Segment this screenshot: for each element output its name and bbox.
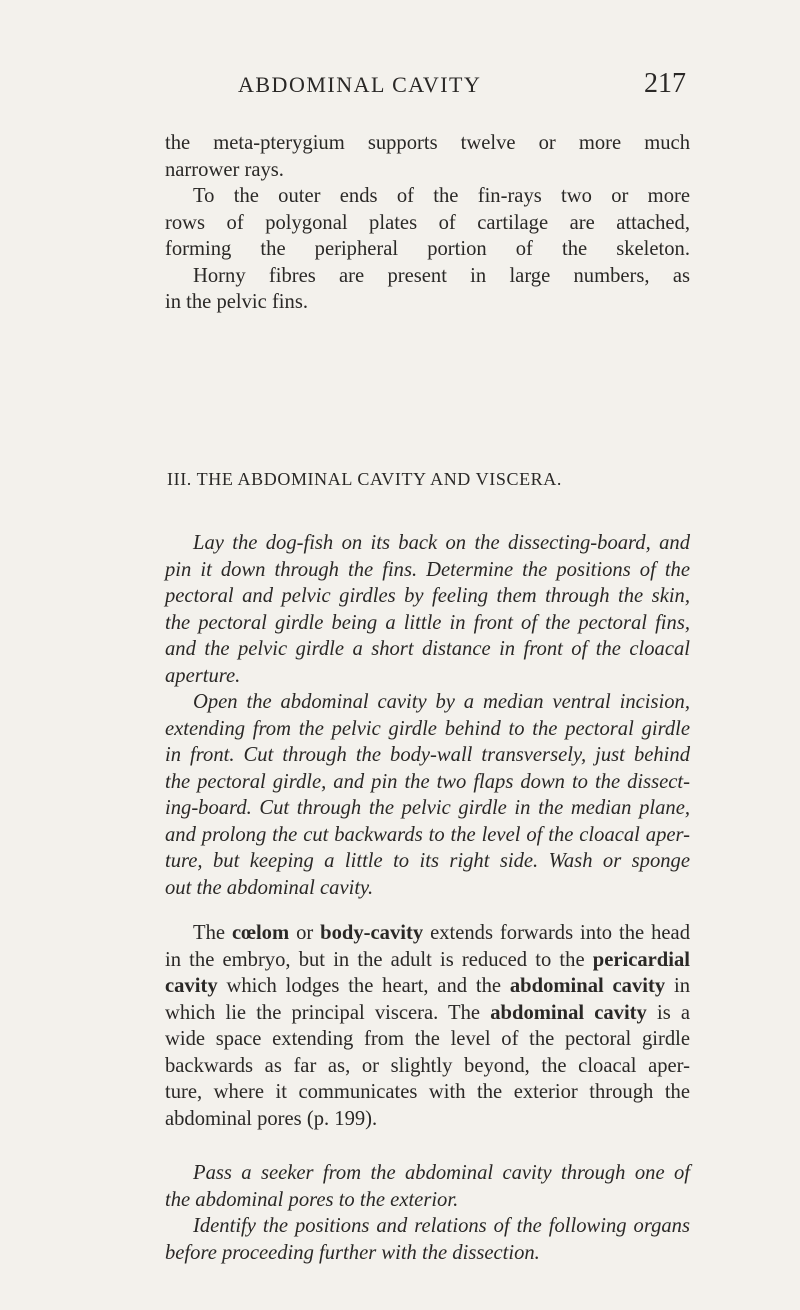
text-line: Lay the dog-fish on its back on the dissecting-board, and — [193, 532, 690, 554]
paragraph-meta-pterygium — [165, 130, 690, 316]
text-line: ture, where it communicates with the exterior through the — [165, 1081, 690, 1103]
term-cavity: cavity — [165, 975, 218, 997]
text-line: the meta-pterygium supports twelve or more much — [165, 132, 690, 154]
text-line: in the pelvic fins. — [165, 291, 308, 313]
text-line: To the outer ends of the fin-rays two or more — [193, 185, 690, 207]
text-line: aperture. — [165, 664, 241, 687]
running-title: ABDOMINAL CAVITY — [238, 72, 482, 97]
running-head — [238, 68, 686, 102]
text-line: ture, but keeping a little to its right side. Wash or sponge — [165, 850, 690, 872]
text-line: out the abdominal cavity. — [165, 876, 374, 899]
text-line: backwards as far as, or slightly beyond, the cloacal aper- — [165, 1054, 690, 1077]
text-line: Open the abdominal cavity by a median ventral incision, — [193, 691, 690, 713]
text-run: is a — [646, 1001, 691, 1024]
text-line: wide space extending from the level of the pectoral girdle — [165, 1028, 690, 1050]
page-number: 217 — [644, 68, 686, 99]
text-line — [165, 947, 690, 974]
text-line: the abdominal pores to the exterior. — [165, 1188, 459, 1211]
text-run: in — [665, 975, 691, 997]
term-abdominal-cavity: abdominal cavity — [490, 1001, 647, 1024]
section-heading: III. THE ABDOMINAL CAVITY AND VISCERA. — [167, 469, 562, 489]
text-line: and prolong the cut backwards to the level of the cloacal aper- — [165, 823, 690, 846]
term-body-cavity: body-cavity — [320, 922, 424, 944]
text-run: The — [193, 922, 232, 944]
dissection-instructions — [165, 530, 690, 901]
dissection-instructions-2 — [165, 1160, 690, 1266]
text-line: extending from the pelvic girdle behind to the pectoral girdle — [165, 717, 690, 740]
text-line: narrower rays. — [165, 158, 284, 181]
term-coelom: cœlom — [231, 922, 290, 944]
text-run: which lodges the heart, and the — [217, 975, 510, 997]
term-abdominal-cavity: abdominal cavity — [509, 975, 666, 997]
text-line: abdominal pores (p. 199). — [165, 1107, 378, 1130]
text-line: before proceeding further with the dissection. — [165, 1241, 540, 1264]
text-line: Pass a seeker from the abdominal cavity through one of — [193, 1162, 690, 1184]
text-line: pectoral and pelvic girdles by feeling them through the skin, — [165, 585, 690, 607]
text-run: extends forwards into the head — [423, 922, 690, 944]
text-line: rows of polygonal plates of cartilage are attached, — [165, 211, 690, 234]
text-line: in front. Cut through the body-wall transversely, just behind — [165, 744, 690, 766]
text-line: ing-board. Cut through the pelvic girdle in the median plane, — [165, 797, 690, 819]
text-line — [165, 1000, 690, 1027]
text-run: in the embryo, but in the adult is reduced to the — [165, 948, 585, 971]
text-line: Identify the positions and relations of the following organs — [193, 1215, 690, 1237]
text-line: pin it down through the fins. Determine the positions of the — [165, 558, 690, 581]
text-line — [165, 973, 690, 1000]
text-run: which lie the principal viscera. The — [165, 1001, 491, 1024]
text-line: and the pelvic girdle a short distance in front of the cloacal — [165, 638, 690, 660]
text-line: the pectoral girdle being a little in front of the pectoral fins, — [165, 611, 690, 634]
text-line — [165, 920, 690, 947]
text-line: the pectoral girdle, and pin the two flaps down to the dissect- — [165, 770, 690, 793]
term-pericardial: pericardial — [592, 948, 690, 971]
text-line: Horny fibres are present in large numbers, as — [193, 264, 690, 287]
paragraph-coelom — [165, 920, 690, 1132]
text-run: or — [289, 922, 321, 944]
text-line: forming the peripheral portion of the skeleton. — [165, 238, 690, 260]
